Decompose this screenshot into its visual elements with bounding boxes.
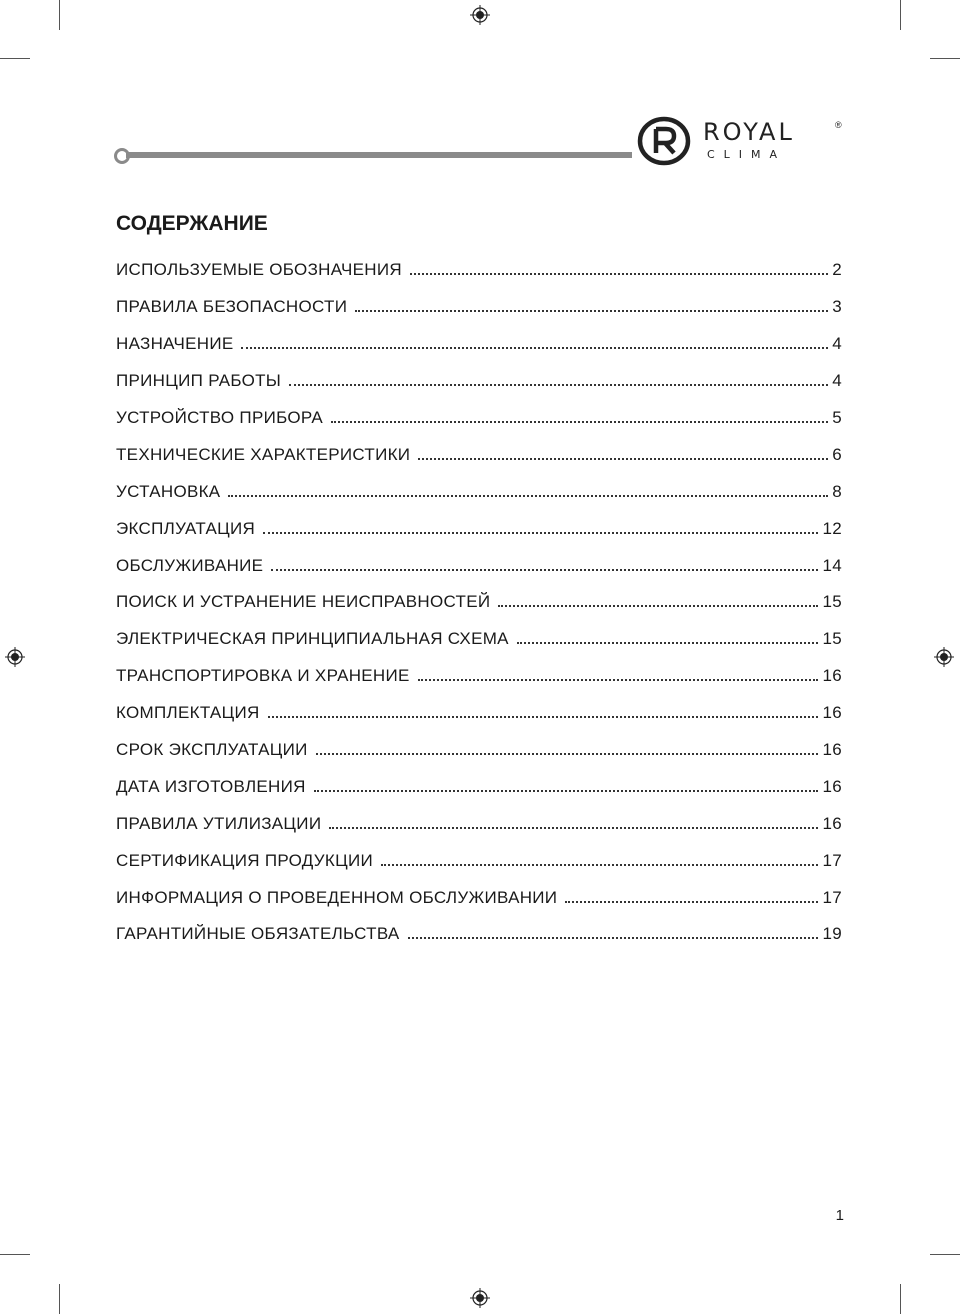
toc-entry-page: 4 (832, 334, 842, 354)
toc-entry-label: ПРАВИЛА БЕЗОПАСНОСТИ (116, 297, 348, 317)
toc-entry[interactable] (116, 658, 842, 695)
registration-mark-icon (934, 647, 954, 667)
toc-entry[interactable] (116, 732, 842, 769)
toc-entry[interactable] (116, 289, 842, 326)
toc-entry-leader (410, 273, 828, 275)
crop-mark (900, 1284, 901, 1314)
toc-entry-leader (408, 937, 819, 939)
toc-entry-label: ОБСЛУЖИВАНИЕ (116, 555, 264, 575)
toc-entry-label: ЭЛЕКТРИЧЕСКАЯ ПРИНЦИПИАЛЬНАЯ СХЕМА (116, 629, 509, 649)
registration-mark-icon (470, 5, 490, 25)
toc-entry[interactable] (116, 436, 842, 473)
toc-entry-leader (565, 901, 818, 903)
toc-entry-label: ПРИНЦИП РАБОТЫ (116, 371, 282, 391)
toc-entry[interactable] (116, 473, 842, 510)
registration-mark-icon (5, 647, 25, 667)
toc-entry-page: 16 (822, 703, 842, 723)
toc-entry[interactable] (116, 842, 842, 879)
registered-mark: ® (835, 120, 842, 130)
crop-mark (900, 0, 901, 30)
toc-entry-page: 17 (822, 850, 842, 870)
toc-entry-leader (263, 532, 818, 534)
crop-mark (59, 1284, 60, 1314)
toc-entry-label: ИСПОЛЬЗУЕМЫЕ ОБОЗНАЧЕНИЯ (116, 260, 402, 280)
toc-list (116, 252, 842, 953)
toc-entry-page: 16 (822, 666, 842, 686)
toc-entry-page: 15 (822, 629, 842, 649)
toc-entry-leader (355, 310, 828, 312)
toc-title: СОДЕРЖАНИЕ (116, 212, 268, 235)
crop-mark (930, 58, 960, 59)
toc-entry[interactable] (116, 400, 842, 437)
page-number: 1 (835, 1207, 844, 1224)
toc-entry-page: 12 (822, 518, 842, 538)
toc-entry[interactable] (116, 695, 842, 732)
toc-entry-label: ТРАНСПОРТИРОВКА И ХРАНЕНИЕ (116, 666, 410, 686)
crop-mark (0, 58, 30, 59)
toc-entry-label: ДАТА ИЗГОТОВЛЕНИЯ (116, 776, 306, 796)
toc-entry-label: СРОК ЭКСПЛУАТАЦИИ (116, 740, 308, 760)
brand-name: ROYAL (703, 118, 795, 146)
toc-entry-label: НАЗНАЧЕНИЕ (116, 334, 234, 354)
toc-entry-leader (314, 790, 819, 792)
toc-entry-page: 16 (822, 813, 842, 833)
toc-entry[interactable] (116, 547, 842, 584)
toc-entry-page: 3 (832, 297, 842, 317)
toc-entry[interactable] (116, 252, 842, 289)
toc-entry-leader (228, 495, 828, 497)
toc-entry-label: ИНФОРМАЦИЯ О ПРОВЕДЕННОМ ОБСЛУЖИВАНИИ (116, 887, 558, 907)
toc-entry-page: 14 (822, 555, 842, 575)
toc-entry-page: 16 (822, 740, 842, 760)
crop-mark (59, 0, 60, 30)
toc-entry[interactable] (116, 916, 842, 953)
toc-entry-label: УСТРОЙСТВО ПРИБОРА (116, 408, 324, 427)
registration-mark-icon (470, 1288, 490, 1308)
toc-entry-page: 15 (822, 592, 842, 612)
toc-entry[interactable] (116, 363, 842, 400)
toc-entry-label: СЕРТИФИКАЦИЯ ПРОДУКЦИИ (116, 850, 374, 870)
toc-entry-page: 6 (832, 444, 842, 464)
brand-logo-icon (637, 116, 691, 166)
toc-entry-leader (418, 458, 828, 460)
toc-entry[interactable] (116, 879, 842, 916)
toc-entry-leader (331, 421, 828, 423)
toc-entry-leader (268, 716, 819, 718)
toc-entry[interactable] (116, 510, 842, 547)
toc-entry-page: 17 (822, 887, 842, 907)
toc-entry-page: 4 (832, 371, 842, 391)
toc-entry-page: 19 (822, 924, 842, 944)
toc-entry-leader (241, 347, 828, 349)
toc-entry-page: 8 (832, 481, 842, 501)
toc-entry-leader (418, 679, 819, 681)
toc-entry-leader (517, 642, 819, 644)
toc-entry-leader (329, 827, 818, 829)
toc-entry[interactable] (116, 326, 842, 363)
toc-entry-label: КОМПЛЕКТАЦИЯ (116, 703, 260, 723)
toc-entry-leader (381, 864, 818, 866)
toc-entry-leader (498, 605, 818, 607)
toc-entry-label: ПРАВИЛА УТИЛИЗАЦИИ (116, 813, 322, 833)
toc-entry-leader (289, 384, 828, 386)
toc-entry-label: УСТАНОВКА (116, 481, 221, 501)
toc-entry-label: ГАРАНТИЙНЫЕ ОБЯЗАТЕЛЬСТВА (116, 924, 400, 944)
toc-entry-label: ТЕХНИЧЕСКИЕ ХАРАКТЕРИСТИКИ (116, 444, 411, 464)
toc-entry[interactable] (116, 768, 842, 805)
header-divider (114, 150, 632, 160)
brand-subtitle: CLIMA (707, 148, 787, 161)
toc-entry-page: 5 (832, 408, 842, 427)
crop-mark (0, 1254, 30, 1255)
brand-logo (637, 116, 847, 166)
toc-entry-page: 16 (822, 776, 842, 796)
toc-entry[interactable] (116, 584, 842, 621)
toc-entry-label: ЭКСПЛУАТАЦИЯ (116, 518, 256, 538)
toc-entry-label: ПОИСК И УСТРАНЕНИЕ НЕИСПРАВНОСТЕЙ (116, 592, 491, 612)
toc-entry-leader (271, 569, 818, 571)
toc-entry[interactable] (116, 805, 842, 842)
toc-entry-page: 2 (832, 260, 842, 280)
toc-entry[interactable] (116, 621, 842, 658)
crop-mark (930, 1254, 960, 1255)
toc-entry-leader (316, 753, 819, 755)
header-divider-line (126, 152, 632, 158)
